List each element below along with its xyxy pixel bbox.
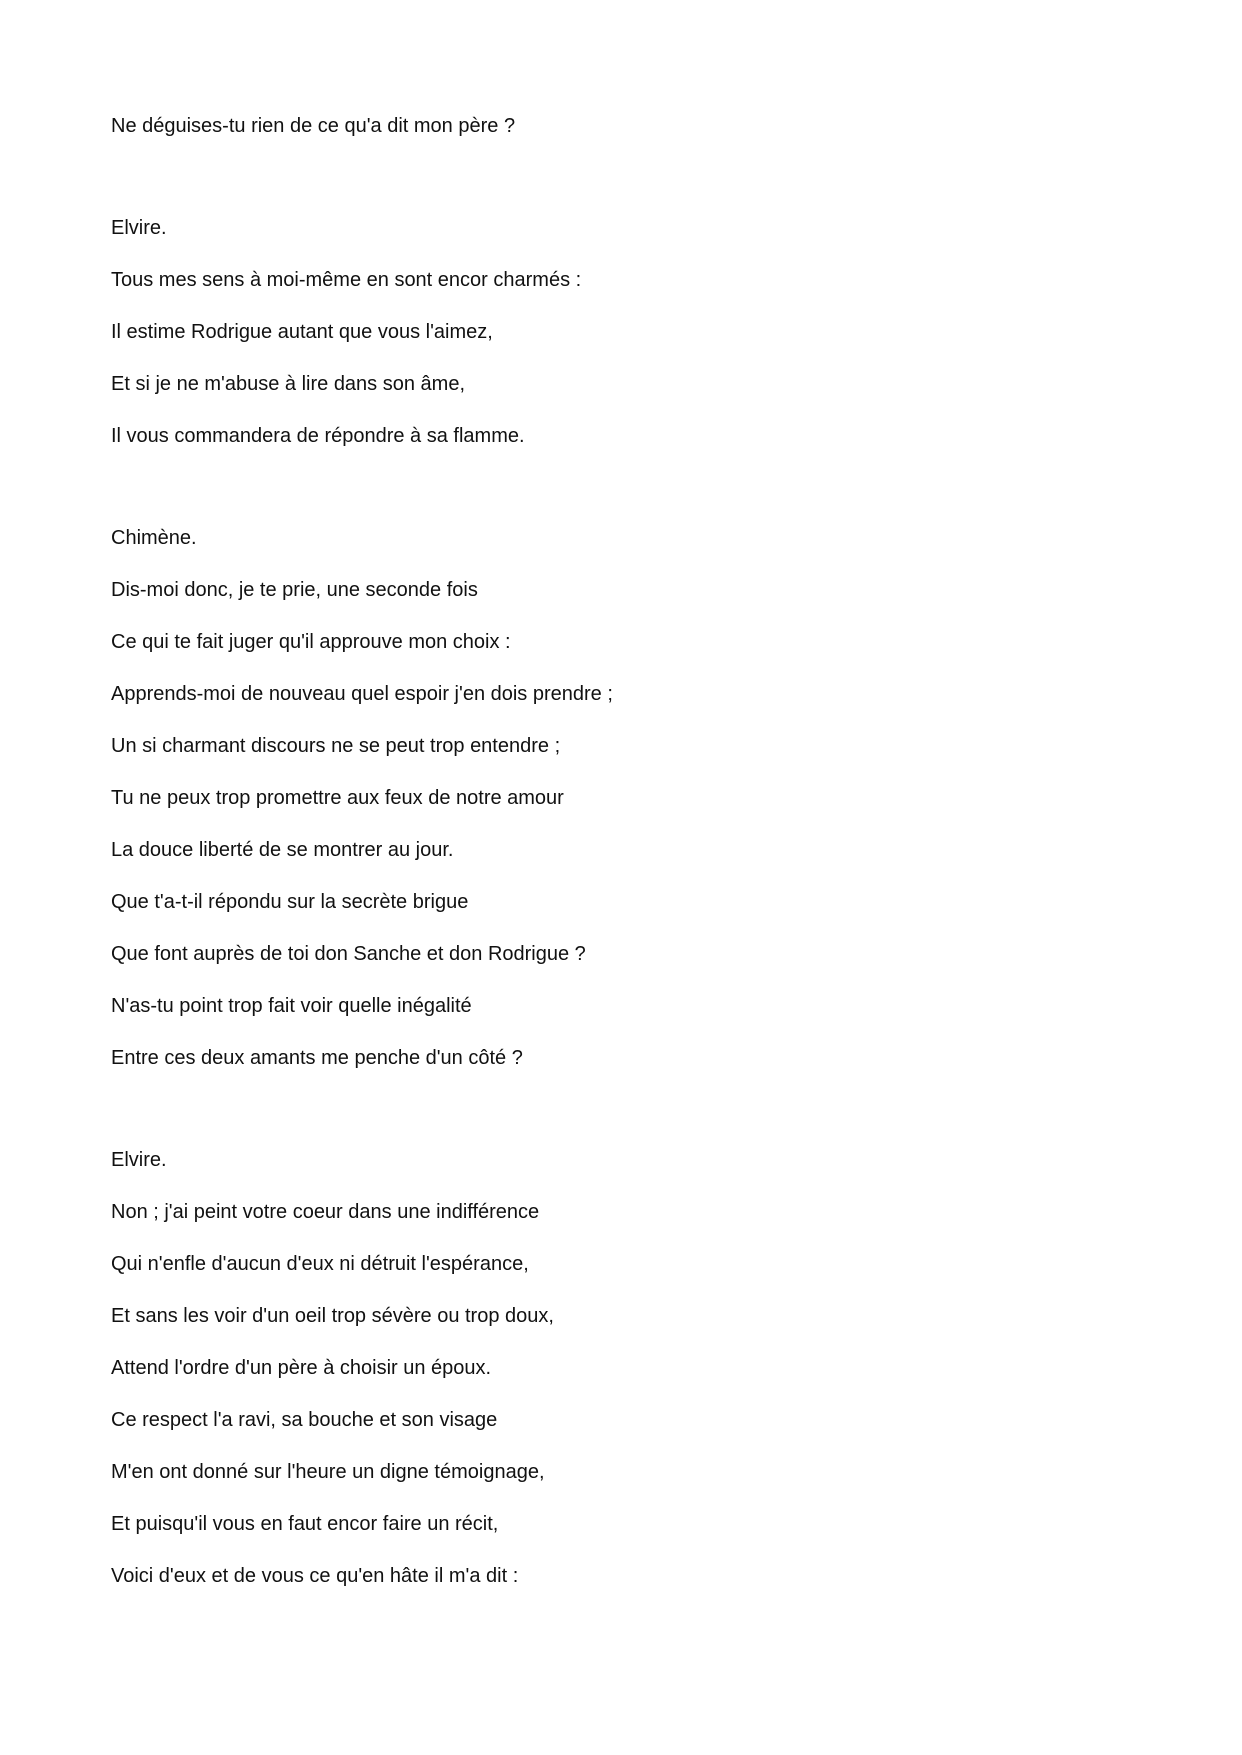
speaker-name: Elvire.: [111, 1149, 167, 1171]
verse-line: Dis-moi donc, je te prie, une seconde fois: [111, 579, 478, 601]
document-body: [111, 108, 1131, 1610]
verse-line: Ne déguises-tu rien de ce qu'a dit mon père ?: [111, 115, 516, 137]
verse-line: Entre ces deux amants me penche d'un côté ?: [111, 1047, 523, 1069]
verse-line: M'en ont donné sur l'heure un digne témoignage,: [111, 1461, 545, 1483]
verse-line: Que font auprès de toi don Sanche et don Rodrigue ?: [111, 943, 586, 965]
verse-line: Voici d'eux et de vous ce qu'en hâte il m'a dit :: [111, 1565, 519, 1587]
verse-line: Il vous commandera de répondre à sa flamme.: [111, 425, 525, 447]
verse-line: Et puisqu'il vous en faut encor faire un récit,: [111, 1513, 499, 1535]
verse-line: Et si je ne m'abuse à lire dans son âme,: [111, 373, 466, 395]
verse-line: Ce respect l'a ravi, sa bouche et son visage: [111, 1409, 498, 1431]
verse-line: Que t'a-t-il répondu sur la secrète brigue: [111, 891, 469, 913]
verse-line: La douce liberté de se montrer au jour.: [111, 839, 454, 861]
verse-line: Un si charmant discours ne se peut trop entendre ;: [111, 735, 561, 757]
verse-line: Ce qui te fait juger qu'il approuve mon choix :: [111, 631, 511, 653]
verse-line: Qui n'enfle d'aucun d'eux ni détruit l'espérance,: [111, 1253, 529, 1275]
speaker-name: Chimène.: [111, 527, 197, 549]
verse-line: N'as-tu point trop fait voir quelle inégalité: [111, 995, 472, 1017]
verse-line: Apprends-moi de nouveau quel espoir j'en dois prendre ;: [111, 683, 613, 705]
verse-line: Non ; j'ai peint votre coeur dans une indifférence: [111, 1201, 540, 1223]
verse-line: Il estime Rodrigue autant que vous l'aimez,: [111, 321, 493, 343]
verse-line: Tu ne peux trop promettre aux feux de notre amour: [111, 787, 564, 809]
speaker-name: Elvire.: [111, 217, 167, 239]
verse-line: Attend l'ordre d'un père à choisir un époux.: [111, 1357, 492, 1379]
verse-line: Tous mes sens à moi-même en sont encor charmés :: [111, 269, 582, 291]
verse-line: Et sans les voir d'un oeil trop sévère ou trop doux,: [111, 1305, 554, 1327]
